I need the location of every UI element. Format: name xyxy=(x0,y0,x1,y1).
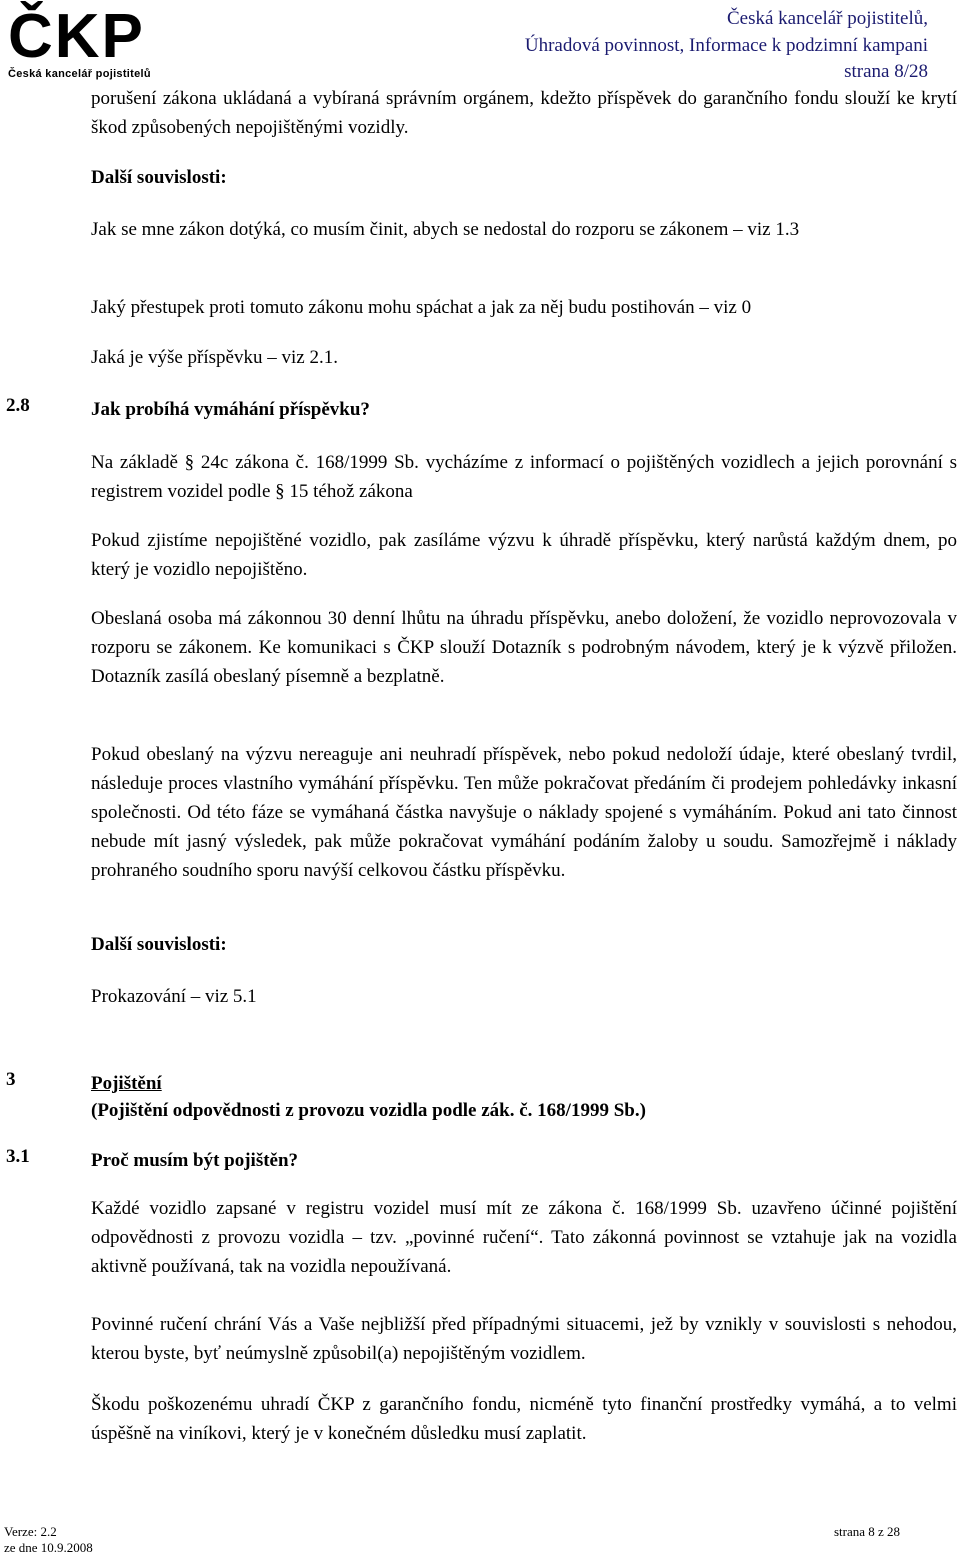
paragraph-deadline: Obeslaná osoba má zákonnou 30 denní lhůtu na úhradu příspěvku, anebo doložení, že vozidlo neprovozovala v rozporu se zákonem. Ke komunikaci s ČKP slouží Dotazník s podrobným návodem, který je k výzvě přiložen. Dotazník zasílá obeslaný písemně a bezplatně. xyxy=(91,608,957,687)
paragraph-mandatory-insurance: Každé vozidlo zapsané v registru vozidel musí mít ze zákona č. 168/1999 Sb. uzavřeno účinné pojištění odpovědnosti z provozu vozidla – tzv. „povinné ručení“. Tato zákonná povinnost se vztahuje jak na vozidla aktivně používaná, tak na vozidla nepoužívaná. xyxy=(91,1198,957,1277)
footer-version: Verze: 2.2 xyxy=(4,1524,57,1539)
logo-wordmark: ČKP xyxy=(8,2,145,71)
section-number-2-8: 2.8 xyxy=(6,395,30,416)
logo-subtitle: Česká kancelář pojistitelů xyxy=(8,68,151,80)
paragraph-enforcement: Pokud obeslaný na výzvu nereaguje ani neuhradí příspěvek, nebo pokud nedoloží údaje, které obeslaný tvrdil, následuje proces vlastního vymáhání příspěvku. Ten může pokračovat předáním či prodejem pohledávky inkasní společnosti. Od této fáze se vymáhaná částka navyšuje o náklady spojené s vymáháním. Pokud ani tato činnost nebude mít jasný výsledek, pak může pokračovat vymáhání podáním žaloby u soudu. Samozřejmě i náklady prohraného soudního sporu navýší celkovou částku příspěvku. xyxy=(91,744,957,881)
paragraph-uninsured-vehicle: Pokud zjistíme nepojištěné vozidlo, pak zasíláme výzvu k úhradě příspěvku, který narůstá každým dnem, po který je vozidlo nepojištěno. xyxy=(91,530,957,580)
related-heading: Další souvislosti: xyxy=(91,167,227,188)
related-link-2-1[interactable]: Jaká je výše příspěvku – viz 2.1. xyxy=(91,347,338,368)
footer-page: strana 8 z 28 xyxy=(833,1524,900,1539)
paragraph-guarantee-fund: Škodu poškozenému uhradí ČKP z garančního fondu, nicméně tyto finanční prostředky vymáhá, a to velmi úspěšně na viníkovi, který je v konečném důsledku musí zaplatit. xyxy=(91,1394,957,1444)
paragraph-continuation: porušení zákona ukládaná a vybíraná správním orgánem, kdežto příspěvek do garančního fondu slouží ke krytí škod způsobených nepojištěnými vozidly. xyxy=(91,88,957,138)
paragraph-protection: Povinné ručení chrání Vás a Vaše nejbližší před případnými situacemi, jež by vznikly v souvislosti s nehodou, kterou byste, byť neúmyslně způsobil(a) nepojištěným vozidlem. xyxy=(91,1314,957,1364)
section-number-3: 3 xyxy=(6,1069,16,1090)
related-link-5-1[interactable]: Prokazování – viz 5.1 xyxy=(91,986,257,1007)
ckp-logo xyxy=(4,4,192,82)
section-subtitle-3: (Pojištění odpovědnosti z provozu vozidla podle zák. č. 168/1999 Sb.) xyxy=(91,1100,646,1121)
related-heading-2: Další souvislosti: xyxy=(91,934,227,955)
related-link-0[interactable]: Jaký přestupek proti tomuto zákonu mohu spáchat a jak za něj budu postihován – viz 0 xyxy=(91,297,752,318)
related-link-1-3[interactable]: Jak se mne zákon dotýká, co musím činit, abych se nedostal do rozporu se zákonem – viz 1.3 xyxy=(91,219,800,240)
section-number-3-1: 3.1 xyxy=(6,1146,30,1167)
header-org: Česká kancelář pojistitelů, xyxy=(726,8,928,29)
header-page: strana 8/28 xyxy=(844,61,928,82)
footer-date: ze dne 10.9.2008 xyxy=(4,1540,93,1555)
paragraph-legal-basis: Na základě § 24c zákona č. 168/1999 Sb. vycházíme z informací o pojištěných vozidlech a jejich porovnání s registrem vozidel podle § 15 téhož zákona xyxy=(91,452,957,502)
section-title-2-8: Jak probíhá vymáhání příspěvku? xyxy=(91,399,370,420)
header-document-title: Úhradová povinnost, Informace k podzimní kampani xyxy=(524,35,928,56)
section-title-3: Pojištění xyxy=(91,1073,162,1094)
section-title-3-1: Proč musím být pojištěn? xyxy=(91,1150,299,1171)
